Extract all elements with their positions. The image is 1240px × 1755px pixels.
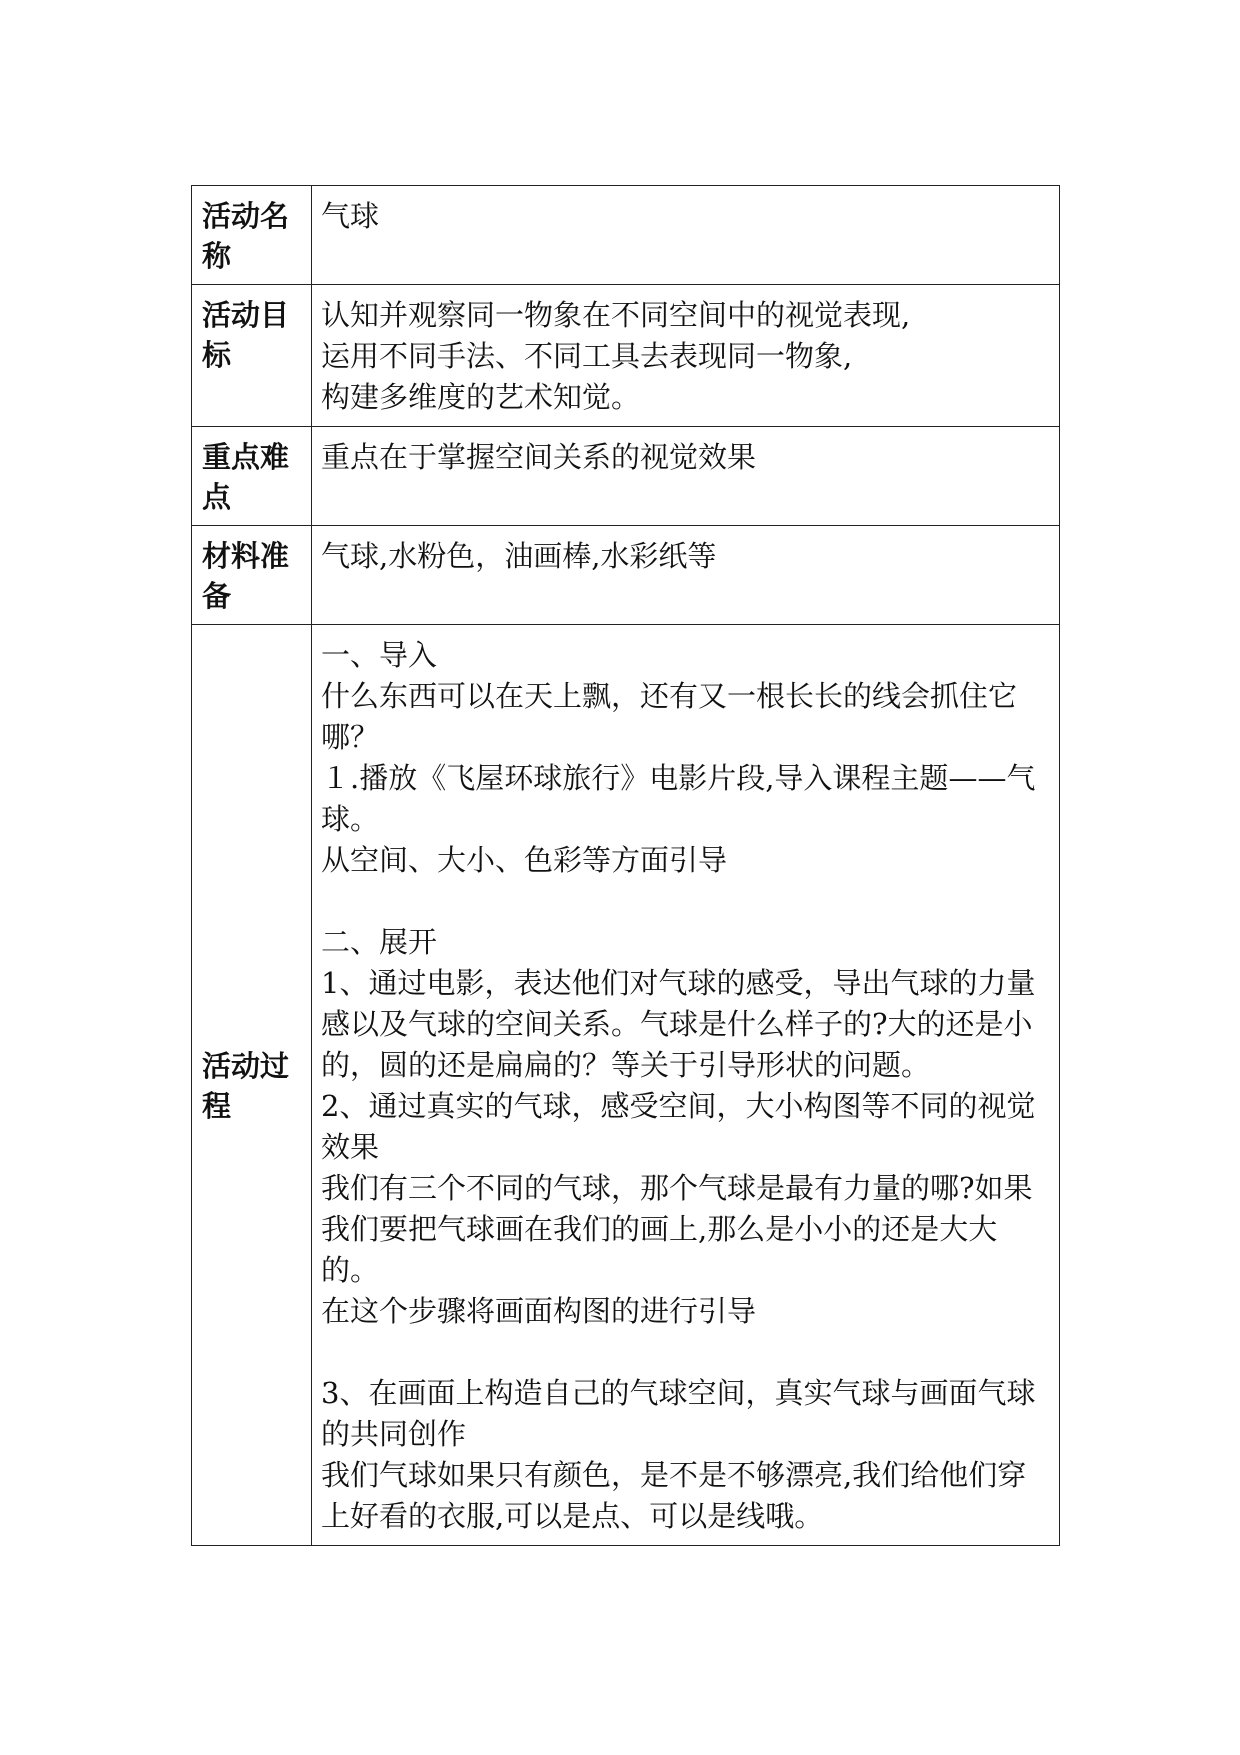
process-paragraph: 2、通过真实的气球，感受空间，大小构图等不同的视觉效果: [321, 1089, 1036, 1164]
label-key-difficulty: 重点难点: [192, 427, 312, 526]
materials-text: 气球,水粉色，油画棒,水彩纸等: [321, 539, 717, 573]
content-materials: [312, 526, 1060, 625]
process-paragraph: 我们有三个不同的气球，那个气球是最有力量的哪?如果我们要把气球画在我们的画上,那么是小小的还是大大的。: [321, 1171, 1033, 1287]
activity-name-text: 气球: [321, 199, 380, 233]
row-key-difficulty: [192, 427, 1060, 526]
content-activity-process: [312, 625, 1060, 1546]
label-activity-goal: 活动目标: [192, 285, 312, 427]
row-activity-name: [192, 186, 1060, 285]
process-paragraph: 3、在画面上构造自己的气球空间，真实气球与画面气球的共同创作: [321, 1376, 1036, 1451]
goal-line: 构建多维度的艺术知觉。: [321, 380, 641, 414]
process-paragraph: 在这个步骤将画面构图的进行引导: [321, 1294, 757, 1328]
content-activity-name: [312, 186, 1060, 285]
process-paragraph: 我们气球如果只有颜色，是不是不够漂亮,我们给他们穿上好看的衣服,可以是点、可以是线哦。: [321, 1458, 1027, 1533]
content-activity-goal: [312, 285, 1060, 427]
process-paragraph: 什么东西可以在天上飘，还有又一根长长的线会抓住它哪？: [321, 679, 1018, 754]
process-paragraph: １.播放《飞屋环球旅行》电影片段,导入课程主题——气球。: [321, 761, 1036, 836]
lesson-plan-table: [191, 185, 1060, 1546]
row-materials: [192, 526, 1060, 625]
label-activity-process: 活动过程: [192, 625, 312, 1546]
row-activity-process: [192, 625, 1060, 1546]
process-paragraph: 从空间、大小、色彩等方面引导: [321, 843, 728, 877]
label-activity-name: 活动名称: [192, 186, 312, 285]
row-activity-goal: [192, 285, 1060, 427]
goal-line: 认知并观察同一物象在不同空间中的视觉表现,: [321, 298, 911, 332]
process-blank-line: [321, 881, 1051, 922]
label-materials: 材料准备: [192, 526, 312, 625]
content-key-difficulty: [312, 427, 1060, 526]
goal-line: 运用不同手法、不同工具去表现同一物象,: [321, 339, 853, 373]
process-paragraph: 1、通过电影，表达他们对气球的感受，导出气球的力量感以及气球的空间关系。气球是什么样子的?大的还是小的，圆的还是扁扁的？等关于引导形状的问题。: [321, 966, 1036, 1082]
key-difficulty-text: 重点在于掌握空间关系的视觉效果: [321, 440, 757, 474]
process-blank-line: [321, 1332, 1051, 1373]
process-heading: 一、导入: [321, 638, 438, 672]
process-heading: 二、展开: [321, 925, 438, 959]
